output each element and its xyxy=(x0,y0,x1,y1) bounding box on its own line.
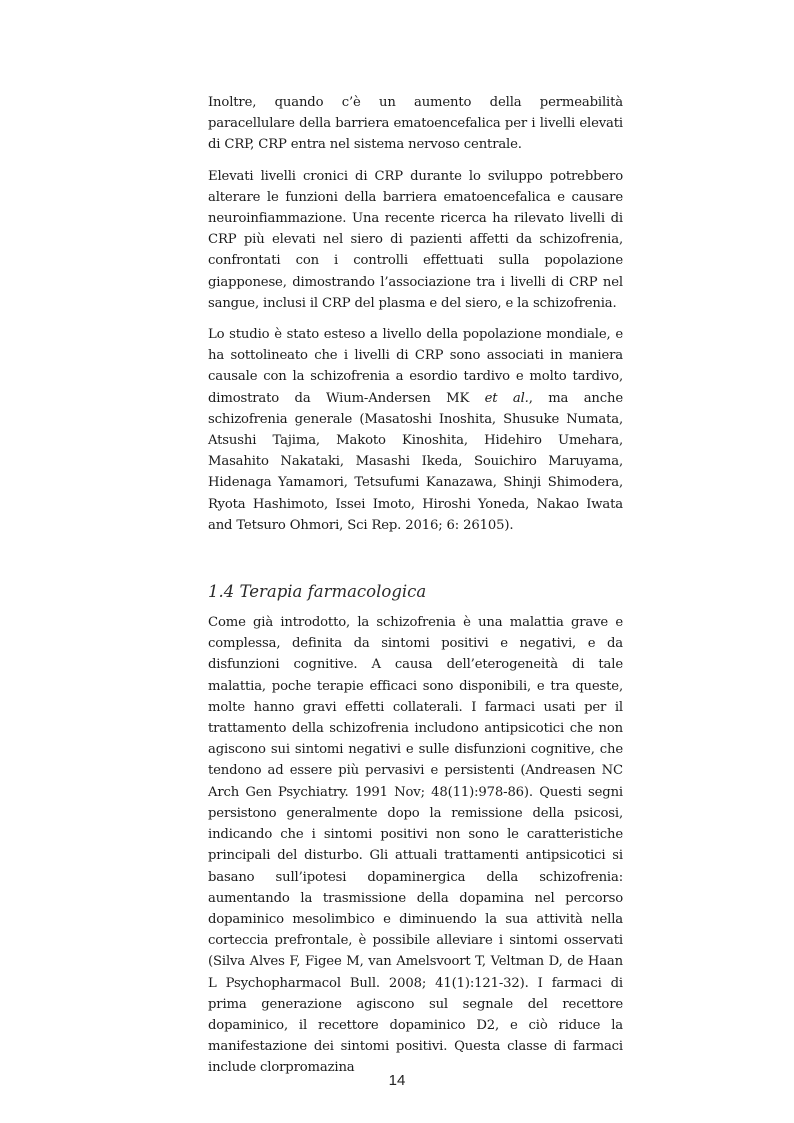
section-body-paragraph: Come già introdotto, la schizofrenia è una malattia grave e complessa, definita da sintomi positivi e negativi, e da disfunzioni cognitive. A causa dell’eterogeneità di tale malattia, poche terapie efficaci sono disponibili, e tra queste, molte hanno gravi effetti collaterali. I farmaci usati per il trattamento della schizofrenia includono antipsicotici che non agiscono sui sintomi negativi e sulle disfunzioni cognitive, che tendono ad essere più pervasivi e persistenti (Andreasen NC Arch Gen Psychiatry. 1991 Nov; 48(11):978-86). Questi segni persistono generalmente dopo la remissione della psicosi, indicando che i sintomi positivi non sono le caratteristiche principali del disturbo. Gli attuali trattamenti antipsicotici si basano sull’ipotesi dopaminergica della schizofrenia: aumentando la trasmissione della dopamina nel percorso dopaminico mesolimbico e diminuendo la sua attività nella corteccia prefrontale, è possibile alleviare i sintomi osservati (Silva Alves F, Figee M, van Amelsvoort T, Veltman D, de Haan L Psychopharmacol Bull. 2008; 41(1):121-32). I farmaci di prima generazione agiscono sul segnale del recettore dopaminico, il recettore dopaminico D2, e ciò riduce la manifestazione dei sintomi positivi. Questa classe di farmaci include clorpromazina xyxy=(208,615,623,1076)
study-text-start: Lo studio è stato esteso a livello della popolazione mondiale, e ha sottolineato che i livelli di CRP sono associati in maniera causale con la schizofrenia a esordio tardivo e molto tardivo, dimostrato da Wium-Andersen MK xyxy=(208,327,623,406)
page-number: 14 xyxy=(388,1072,406,1089)
document-page xyxy=(208,92,623,1089)
body-paragraph: Elevati livelli cronici di CRP durante lo sviluppo potrebbero alterare le funzioni della barriera ematoencefalica e causare neuroinfiammazione. Una recente ricerca ha rilevato livelli di CRP più elevati nel siero di pazienti affetti da schizofrenia, confrontati con i controlli effettuati sulla popolazione giapponese, dimostrando l’associazione tra i livelli di CRP nel sangue, inclusi il CRP del plasma e del siero, e la schizofrenia. xyxy=(208,168,623,311)
study-text-italic: et al. xyxy=(484,390,529,406)
section-heading: 1.4 Terapia farmacologica xyxy=(208,582,427,602)
body-paragraph: Inoltre, quando c’è un aumento della permeabilità paracellulare della barriera ematoencefalica per i livelli elevati di CRP, CRP entra nel sistema nervoso centrale. xyxy=(208,95,623,153)
study-text-end: , ma anche schizofrenia generale (Masatoshi Inoshita, Shusuke Numata, Atsushi Tajima, Makoto Kinoshita, Hidehiro Umehara, Masahito Nakataki, Masashi Ikeda, Souichiro Maruyama, Hidenaga Yamamori, Tetsufumi Kanazawa, Shinji Shimodera, Ryota Hashimoto, Issei Imoto, Hiroshi Yoneda, Nakao Iwata and Tetsuro Ohmori, Sci Rep. 2016; 6: 26105). xyxy=(208,390,624,533)
body-paragraph-study xyxy=(208,324,623,536)
